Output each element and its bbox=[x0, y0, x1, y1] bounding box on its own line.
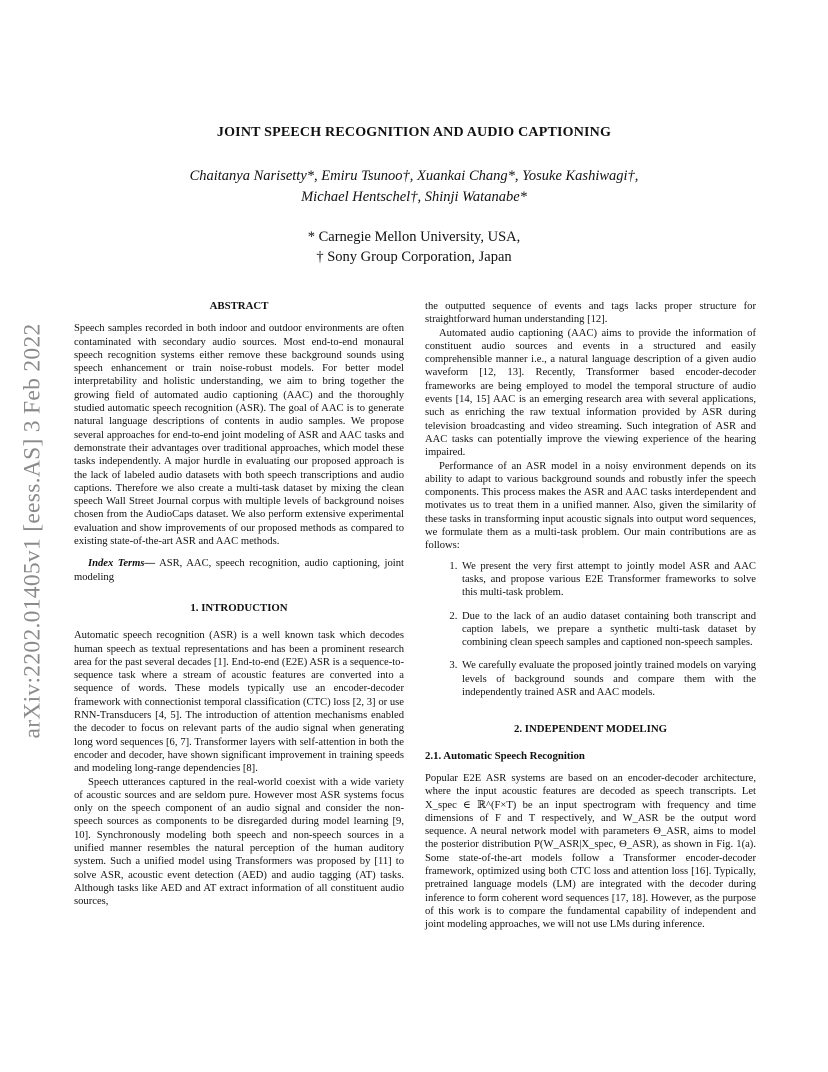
author-line-2: Michael Hentschel†, Shinji Watanabe* bbox=[301, 189, 527, 205]
affiliations bbox=[100, 227, 728, 267]
left-column bbox=[74, 300, 404, 908]
affiliation-sony: † Sony Group Corporation, Japan bbox=[316, 249, 512, 265]
paper-title: JOINT SPEECH RECOGNITION AND AUDIO CAPTIONING bbox=[216, 125, 612, 140]
contribution-item: 1. We present the very first attempt to jointly model ASR and AAC tasks, and propose various E2E Transformer frameworks to solve this multi-task problem. bbox=[460, 560, 756, 600]
index-terms-label: Index Terms— bbox=[88, 558, 156, 570]
intro-paragraph-5: Performance of an ASR model in a noisy environment depends on its ability to adapt to various background sounds and robustly infer the speech components. This process makes the ASR and AAC tasks interdependent and motivates us to treat them in a unified manner. Also, given the similarity of these tasks in transforming input acoustic signals into output word sequences, we formulate them as a multi-task problem. Our main contributions are as follows: bbox=[425, 460, 756, 552]
abstract-heading: ABSTRACT bbox=[209, 300, 269, 312]
arxiv-stamp-text: arXiv:2202.01405v1 [eess.AS] 3 Feb 2022 bbox=[19, 323, 46, 739]
contribution-item: 3. We carefully evaluate the proposed jointly trained models on varying levels of background sounds and compare them with the independently trained ASR and AAC models. bbox=[460, 659, 756, 699]
asr-paragraph: Popular E2E ASR systems are based on an encoder-decoder architecture, where the input acoustic features are decoded as speech transcripts. Let X_spec ∈ ℝ^(F×T) be an input spectrogram with frequency and time dimensions of F and T respectively, and W_ASR be the output word sequence. A neural network model with parameters Θ_ASR, aims to model the posterior distribution P(W_ASR|X_spec, Θ_ASR), as shown in Fig. 1(a). Some state-of-the-art models follow a Transformer encoder-decoder framework, optimized using both CTC loss and attention loss [16]. Typically, pretrained language models (LM) are integrated with the decoder during inference to form coherent word sequences [17, 18]. However, as the purpose of this work is to compare the fundamental capability of independent and joint modeling approaches, we will not use LMs during inference. bbox=[425, 772, 756, 931]
section-1-heading: 1. INTRODUCTION bbox=[190, 601, 288, 614]
section-2-heading: 2. INDEPENDENT MODELING bbox=[513, 723, 668, 736]
intro-paragraph-2: Speech utterances captured in the real-world coexist with a wide variety of acoustic sources and are seldom pure. However most ASR systems focus only on the speech component of an audio signal and consider the non-speech sources as components to be disregarded during model learning [9, 10]. Synchronously modeling both speech and non-speech sources in a unified manner resembles the natural perception of the human auditory system. Such a unified model using Transformers was proposed by [11] to solve ASR, acoustic event detection (AED) and audio tagging (AT) tasks. Although tasks like AED and AT extract information of all constituent audio sources, bbox=[74, 776, 404, 908]
abstract-text: Speech samples recorded in both indoor and outdoor environments are often contaminated with secondary audio sources. Most end-to-end monaural speech recognition systems either remove these background sounds using speech enhancement or train noise-robust models. For better model interpretability and holistic understanding, we aim to bring together the growing field of automated audio captioning (AAC) and the thoroughly studied automatic speech recognition (ASR). The goal of AAC is to generate natural language descriptions of contents in audio samples. We propose several approaches for end-to-end joint modeling of ASR and AAC tasks and demonstrate their advantages over traditional approaches, which model these tasks independently. A major hurdle in evaluating our proposed approach is the lack of labeled audio datasets with both speech transcriptions and audio captions. Therefore we also create a multi-task dataset by mixing the clean speech Wall Street Journal corpus with multiple levels of background noises chosen from the AudioCaps dataset. We also perform extensive experimental evaluation and show improvements of our proposed methods as compared to existing state-of-the-art ASR and AAC methods. bbox=[74, 323, 404, 548]
arxiv-stamp bbox=[19, 286, 47, 776]
intro-paragraph-3: the outputted sequence of events and tags lacks proper structure for straightforward human understanding [12]. bbox=[425, 301, 756, 326]
index-terms-text: ASR, AAC, speech recognition, audio captioning, joint modeling bbox=[74, 558, 404, 583]
subsection-2-1-heading: 2.1. Automatic Speech Recognition bbox=[425, 749, 585, 762]
author-line-1: Chaitanya Narisetty*, Emiru Tsunoo†, Xuankai Chang*, Yosuke Kashiwagi†, bbox=[189, 168, 639, 184]
author-list bbox=[100, 166, 728, 208]
affiliation-cmu: * Carnegie Mellon University, USA, bbox=[307, 229, 521, 245]
intro-paragraph-4: Automated audio captioning (AAC) aims to provide the information of constituent audio sources and events in a structured and easily comprehensible manner i.e., a natural language description of a given audio waveform [12, 13]. Recently, Transformer based encoder-decoder frameworks are being employed to model the temporal structure of audio events [14, 15] AAC is an emerging research area with several applications, such as enriching the raw textual information provided by ASR during television broadcasting and video streaming. Such integration of ASR and AAC tasks can potentially improve the viewing experience of the hearing impaired. bbox=[425, 327, 756, 459]
contributions-list bbox=[425, 560, 756, 700]
index-terms bbox=[74, 557, 404, 584]
right-column bbox=[425, 300, 756, 931]
contribution-item: 2. Due to the lack of an audio dataset containing both transcript and caption labels, we prepare a synthetic multi-task dataset by combining clean speech samples and captioned non-speech samples. bbox=[460, 610, 756, 650]
intro-paragraph-1: Automatic speech recognition (ASR) is a well known task which decodes human speech as textual representations and has been a prominent research area for the past several decades [1]. End-to-end (E2E) ASR is a sequence-to-sequence task where a stream of acoustic features are converted into a sequence of words. These models typically use an encoder-decoder framework with connectionist temporal classification (CTC) loss [2, 3] or use RNN-Transducers [4, 5]. The introduction of attention mechanisms enabled the decoder to focus on relevant parts of the audio signal when generating long word sequences [6, 7]. Transformer layers with self-attention in both the encoder and decoder, have shown significant improvement in training speeds and modeling long-range dependencies [8]. bbox=[74, 630, 404, 775]
